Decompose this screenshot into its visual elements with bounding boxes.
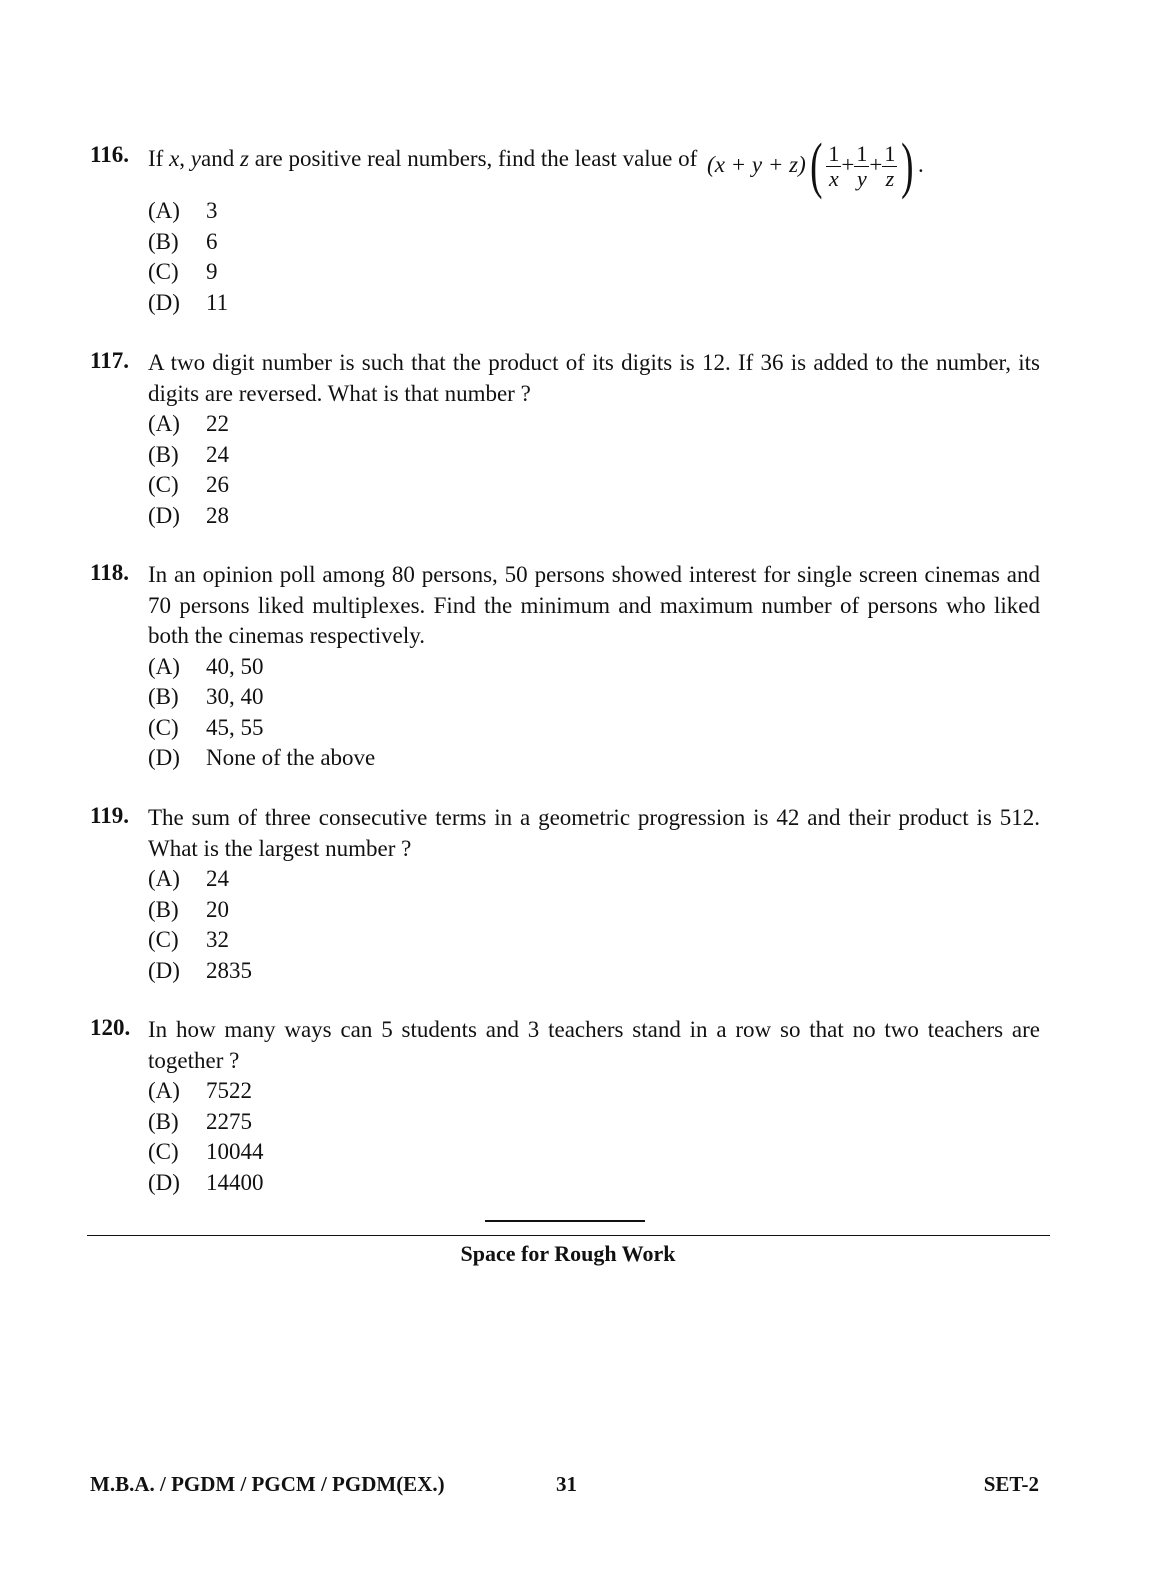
option-d[interactable]: (D) 28: [148, 502, 229, 528]
options-list: [148, 196, 1040, 318]
question-number: 120.: [90, 1015, 131, 1040]
option-a[interactable]: (A) 40, 50: [148, 653, 264, 679]
question-117: [90, 348, 1040, 531]
option-c[interactable]: (C) 32: [148, 927, 229, 952]
footer-page-number: 31: [556, 1472, 577, 1496]
option-c[interactable]: (C) 10044: [148, 1139, 264, 1164]
option-d[interactable]: (D) 2835: [148, 957, 252, 983]
fraction-1-over-y: $\frac{1}{y}$: [856, 140, 868, 191]
question-text: In how many ways can 5 students and 3 teachers stand in a row so that no two teachers are together ?: [148, 1017, 1040, 1073]
question-120: [90, 1015, 1040, 1198]
option-b[interactable]: (B) 30, 40: [148, 684, 264, 709]
question-119: [90, 803, 1040, 986]
question-118: [90, 560, 1040, 774]
question-number: 119.: [90, 803, 129, 828]
formula-sum: (x + y + z): [707, 151, 806, 177]
rough-work-heading: Space for Rough Work: [460, 1241, 676, 1266]
question-text: In an opinion poll among 80 persons, 50 persons showed interest for single screen cinemas and 70 persons liked multiplexes. Find the minimum and maximum number of persons who liked both the cinemas respectively.: [148, 562, 1040, 648]
options-list: [148, 652, 1040, 774]
option-d[interactable]: (D) None of the above: [148, 745, 376, 770]
option-b[interactable]: (B) 20: [148, 896, 229, 922]
option-d[interactable]: (D) 14400: [148, 1169, 264, 1195]
option-a[interactable]: (A) 7522: [148, 1078, 252, 1103]
option-b[interactable]: (B) 24: [148, 441, 229, 467]
question-116: [90, 128, 1040, 318]
fraction-1-over-x: $\frac{1}{x}$: [828, 140, 840, 191]
question-text: A two digit number is such that the product of its digits is 12. If 36 is added to the number, its digits are reversed. What is that number ?: [148, 350, 1040, 406]
options-list: [148, 409, 1040, 531]
rough-work-divider: [87, 1235, 1050, 1236]
option-c[interactable]: (C) 26: [148, 472, 229, 497]
options-list: [148, 864, 1040, 986]
option-a[interactable]: (A) 3: [148, 198, 218, 223]
option-b[interactable]: (B) 2275: [148, 1108, 252, 1134]
question-number: 117.: [90, 348, 129, 373]
option-d[interactable]: (D) 11: [148, 289, 229, 315]
question-number: 116.: [90, 142, 129, 167]
question-text: If x, yand z are positive real numbers, find the least value of (x + y + z)( $\frac{1}{x}$ + $\frac{1}{y}$ + $\frac{1}{z}$ ) .: [148, 132, 924, 201]
expression-formula: (x + y + z)( $\frac{1}{x}$ + $\frac{1}{y}$ + $\frac{1}{z}$ ) .: [707, 132, 924, 201]
options-list: [148, 1076, 1040, 1198]
option-b[interactable]: (B) 6: [148, 228, 218, 254]
end-of-questions-divider: [485, 1220, 645, 1222]
option-a[interactable]: (A) 22: [148, 411, 229, 436]
option-c[interactable]: (C) 45, 55: [148, 714, 264, 740]
footer-set-code: SET-2: [983, 1472, 1039, 1496]
option-c[interactable]: (C) 9: [148, 259, 218, 284]
fraction-1-over-z: $\frac{1}{z}$: [884, 140, 896, 191]
question-number: 118.: [90, 560, 129, 585]
footer-exam-name: M.B.A. / PGDM / PGCM / PGDM(EX.): [90, 1472, 445, 1496]
question-text: The sum of three consecutive terms in a geometric progression is 42 and their product is 512. What is the largest number ?: [148, 805, 1040, 861]
option-a[interactable]: (A) 24: [148, 866, 229, 891]
